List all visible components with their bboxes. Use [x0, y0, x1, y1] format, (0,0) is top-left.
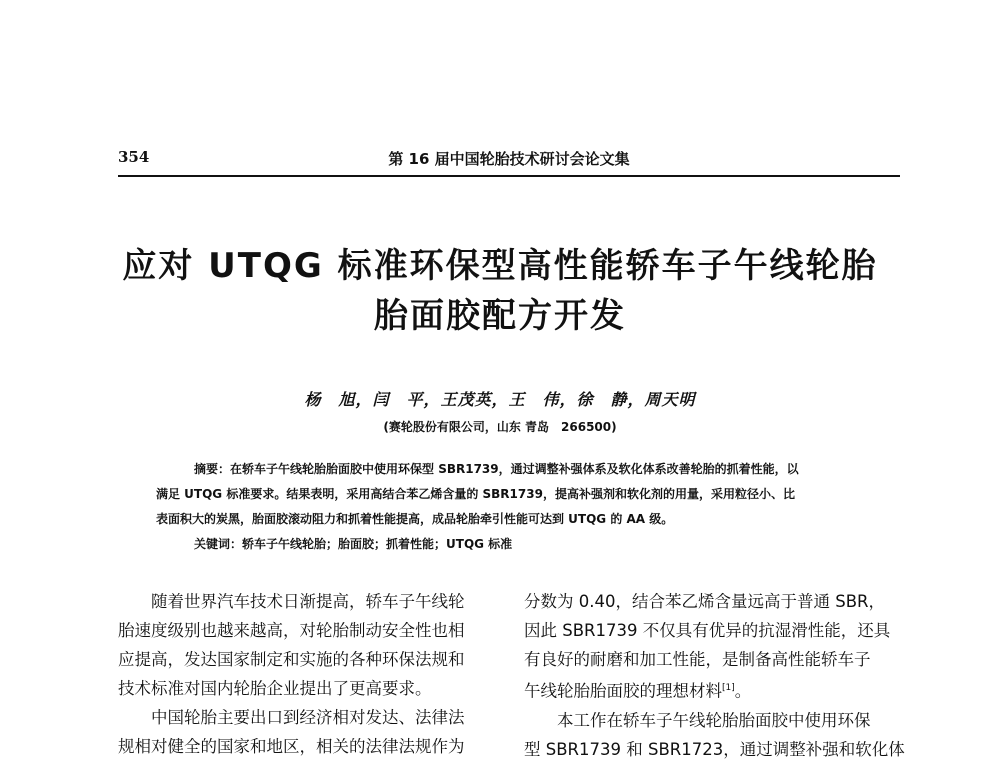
- body-column-right: [524, 587, 905, 764]
- body-column-left: [118, 587, 493, 761]
- body-text: 。: [734, 681, 752, 701]
- paper-title-line-1: 应对 UTQG 标准环保型高性能轿车子午线轮胎: [122, 246, 878, 286]
- body-line: 胎速度级别也越来越高，对轮胎制动安全性也相: [118, 621, 465, 640]
- body-line: 应提高，发达国家制定和实施的各种环保法规和: [118, 650, 465, 669]
- page-header: [118, 141, 900, 177]
- body-text: 午线轮胎胎面胶的理想材料: [524, 681, 722, 701]
- body-line: 本工作在轿车子午线轮胎胎面胶中使用环保: [557, 710, 871, 730]
- abstract-line: [194, 457, 854, 482]
- body-line: 型 SBR1739 和 SBR1723，通过调整补强和软化体: [524, 739, 905, 759]
- citation-ref: [1]: [722, 683, 735, 693]
- body-line: 中国轮胎主要出口到经济相对发达、法律法: [151, 708, 465, 727]
- body-line: 有良好的耐磨和加工性能，是制备高性能轿车子: [524, 650, 871, 669]
- paper-title-line-2: 胎面胶配方开发: [374, 296, 626, 336]
- body-line: 规相对健全的国家和地区，相关的法律法规作为: [118, 737, 465, 756]
- abstract-text: 在轿车子午线轮胎胎面胶中使用环保型 SBR1739，通过调整补强体系及软化体系改善轮胎的抓着性能，以: [230, 462, 799, 476]
- keywords: 轿车子午线轮胎；胎面胶；抓着性能；UTQG 标准: [242, 537, 513, 551]
- abstract-line: 表面积大的炭黑，胎面胶滚动阻力和抓着性能提高，成品轮胎牵引性能可达到 UTQG 的 AA 级。: [156, 512, 674, 526]
- abstract-label: 摘要：: [194, 462, 231, 476]
- page-number: 354: [118, 148, 150, 166]
- header-rule: [118, 175, 900, 177]
- authors: 杨 旭，闫 平，王茂英，王 伟，徐 静，周天明: [304, 390, 696, 409]
- body-line: 分数为 0.40，结合苯乙烯含量远高于普通 SBR，: [524, 592, 885, 611]
- body-line: 技术标准对国内轮胎企业提出了更高要求。: [118, 679, 432, 698]
- abstract: [156, 457, 854, 557]
- body-line: 因此 SBR1739 不仅具有优异的抗湿滑性能，还具: [524, 621, 891, 640]
- running-title: 第 16 届中国轮胎技术研讨会论文集: [388, 150, 630, 168]
- affiliation: (赛轮股份有限公司，山东 青岛 266500): [383, 420, 617, 434]
- body-line: 随着世界汽车技术日渐提高，轿车子午线轮: [151, 592, 465, 611]
- body-line: [524, 674, 900, 706]
- abstract-line: 满足 UTQG 标准要求。结果表明，采用高结合苯乙烯含量的 SBR1739，提高补强剂和软化剂的用量，采用粒径小、比: [156, 487, 795, 501]
- keywords-label: 关键词：: [194, 537, 243, 551]
- keywords-line: [194, 532, 854, 557]
